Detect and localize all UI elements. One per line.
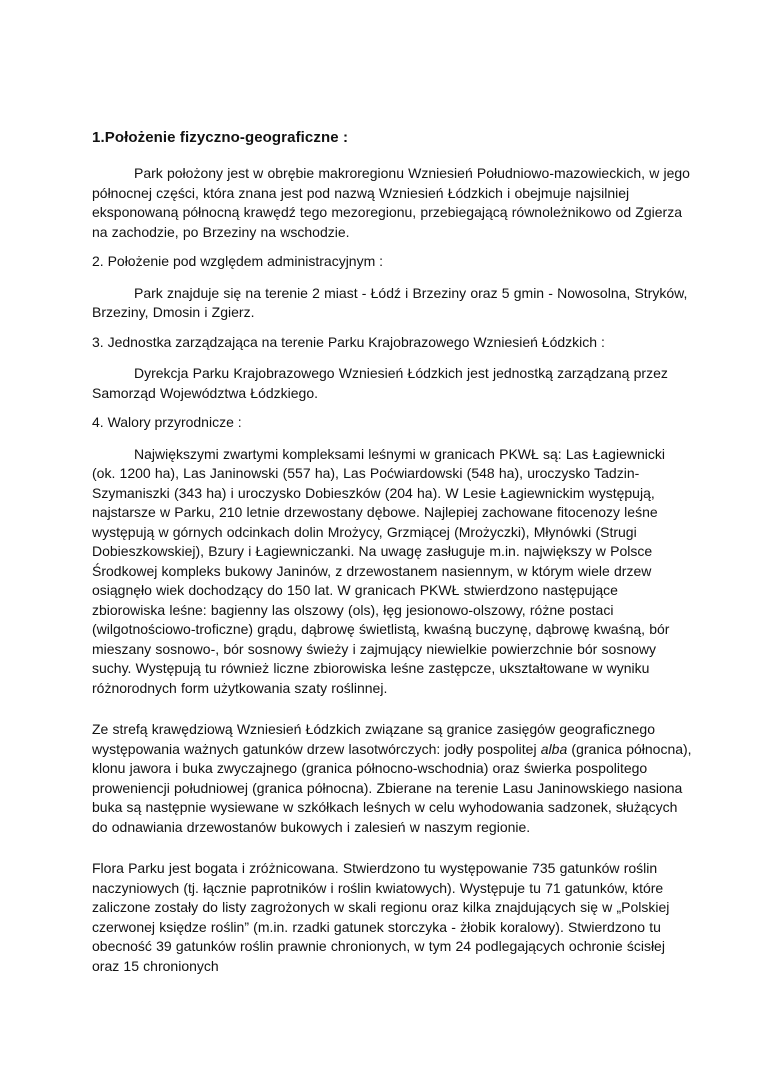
section-2-title: 2. Położenie pod względem administracyjnym : bbox=[92, 253, 384, 269]
section-1-heading: 1.Położenie fizyczno-geograficzne : bbox=[92, 129, 349, 146]
section-4-title: 4. Walory przyrodnicze : bbox=[92, 414, 242, 430]
section-2-paragraph: Park znajduje się na terenie 2 miast - Łódź i Brzeziny oraz 5 gmin - Nowosolna, Stryków, Brzeziny, Dmosin i Zgierz. bbox=[92, 284, 688, 320]
ranges-text-start: Ze strefą krawędziową Wzniesień Łódzkich związane są granice zasięgów geograficznego występowania ważnych gatunków drzew lasotwórczych: jodły pospolitej bbox=[92, 721, 655, 757]
section-1-paragraph: Park położony jest w obrębie makroregionu Wzniesień Południowo-mazowieckich, w jego północnej części, która znana jest pod nazwą Wzniesień Łódzkich i obejmuje najsilniej eksponowaną północną krawędź tego mezoregionu, przebiegającą równoleżnikowo od Zgierza na zachodzie, po Brzeziny na wschodzie. bbox=[92, 165, 690, 240]
document-body bbox=[92, 128, 692, 986]
section-4-paragraph-flora: Flora Parku jest bogata i zróżnicowana. Stwierdzono tu występowanie 735 gatunków roślin naczyniowych (tj. łącznie paprotników i roślin kwiatowych). Występuje tu 71 gatunków, które zaliczone zostały do listy zagrożonych w skali regionu oraz kilka znajdujących się w „Polskiej czerwonej księdze roślin” (m.in. rzadki gatunek storczyka - żłobik koralowy). Stwierdzono tu obecność 39 gatunków roślin prawnie chronionych, w tym 24 podlegających ochronie ścisłej oraz 15 chronionych bbox=[92, 860, 670, 974]
section-3-paragraph: Dyrekcja Parku Krajobrazowego Wzniesień Łódzkich jest jednostką zarządzaną przez Samorząd Województwa Łódzkiego. bbox=[92, 365, 668, 401]
section-4-paragraph-forests: Największymi zwartymi kompleksami leśnymi w granicach PKWŁ są: Las Łagiewnicki (ok. 1200 ha), Las Janinowski (557 ha), Las Poćwiardowski (548 ha), uroczysko Tadzin-Szymaniszki (343 ha) i uroczysko Dobieszków (204 ha). W Lesie Łagiewnickim występują, najstarsze w Parku, 210 letnie drzewostany dębowe. Najlepiej zachowane fitocenozy leśne występują w górnych odcinkach dolin Mrożycy, Grzmiącej (Mrożyczki), Młynówki (Strugi Dobieszkowskiej), Bzury i Łagiewniczanki. Na uwagę zasługuje m.in. największy w Polsce Środkowej kompleks bukowy Janinów, z drzewostanem nasiennym, w którym wiele drzew osiągnęło wiek dochodzący do 150 lat. W granicach PKWŁ stwierdzono następujące zbiorowiska leśne: bagienny las olszowy (ols), łęg jesionowo-olszowy, różne postaci (wilgotnościowo-troficzne) grądu, dąbrowę świetlistą, kwaśną buczynę, dąbrowę kwaśną, bór mieszany sosnowo-, bór sosnowy świeży i zajmujący niewielkie powierzchnie bór sosnowy suchy. Występują tu również liczne zbiorowiska leśne zastępcze, ukształtowane w wyniku różnorodnych form użytkowania szaty roślinnej. bbox=[92, 445, 670, 696]
section-4-paragraph-ranges bbox=[92, 720, 692, 837]
ranges-text-end: (granica północna), klonu jawora i buka zwyczajnego (granica północno-wschodnia) oraz świerka pospolitego proweniencji południowej (granica północna). Zbierane na terenie Lasu Janinowskiego nasiona buka są następnie wysiewane w szkółkach leśnych w celu wyhodowania sadzonek, służących do odnawiania drzewostanów bukowych i zalesień w naszym regionie. bbox=[92, 740, 692, 835]
section-3-title: 3. Jednostka zarządzająca na terenie Parku Krajobrazowego Wzniesień Łódzkich : bbox=[92, 333, 605, 350]
ranges-text-italic: alba bbox=[540, 740, 568, 757]
